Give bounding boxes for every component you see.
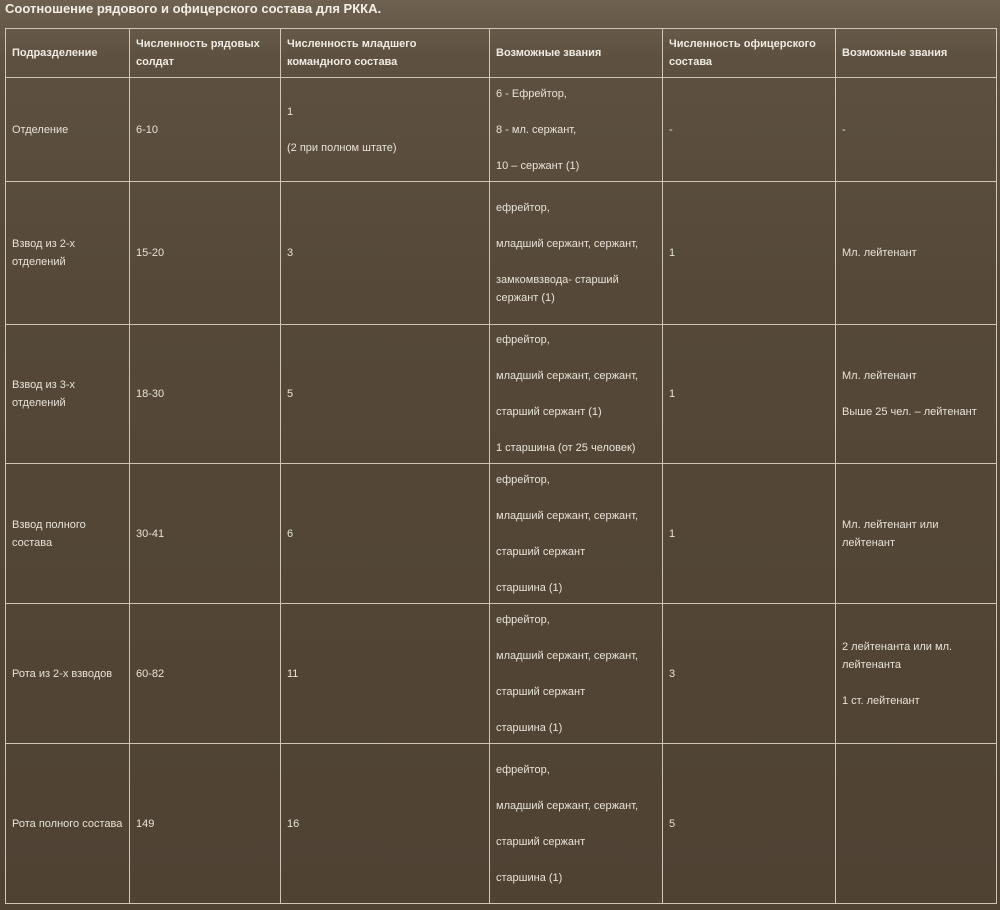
nco-ranks-cell-line: 1 старшина (от 25 человек) — [496, 442, 636, 454]
officers-cell: 1 — [663, 325, 836, 464]
table-row — [6, 78, 997, 182]
line-gap — [496, 701, 656, 719]
header-nco-ranks: Возможные звания — [490, 29, 663, 78]
nco-ranks-cell — [490, 744, 663, 904]
officer-ranks-cell-line: - — [842, 123, 846, 136]
nco-ranks-cell-line: ефрейтор, — [496, 334, 550, 346]
table-row — [6, 464, 997, 604]
officer-ranks-cell — [836, 604, 997, 744]
line-gap — [496, 103, 656, 121]
nco-ranks-cell-line: 8 - мл. сержант, — [496, 123, 577, 136]
officers-cell: 5 — [663, 744, 836, 904]
line-gap — [842, 385, 990, 403]
privates-cell: 15-20 — [130, 182, 281, 325]
nco-ranks-cell-line: 10 – сержант (1) — [496, 159, 580, 172]
page-title: Соотношение рядового и офицерского состава для РККА. — [5, 1, 382, 16]
officer-ranks-cell-line: 1 ст. лейтенант — [842, 694, 920, 707]
nco-ranks-cell-line: ефрейтор, — [496, 763, 550, 776]
nco-ranks-cell-line: 6 - Ефрейтор, — [496, 87, 567, 100]
line-gap — [287, 121, 483, 139]
line-gap — [496, 815, 656, 833]
nco-ranks-cell-line: старший сержант — [496, 835, 586, 848]
nco-ranks-cell-line: старший сержант — [496, 545, 586, 558]
line-gap — [496, 851, 656, 869]
line-gap — [496, 253, 656, 271]
nco-ranks-cell — [490, 78, 663, 182]
nco-count-cell-line: 1 — [287, 105, 294, 118]
nco-ranks-cell-line: младший сержант, сержант, — [496, 509, 639, 522]
nco-count-cell — [281, 182, 490, 325]
officers-cell: 3 — [663, 604, 836, 744]
header-privates: Численность рядовых солдат — [130, 29, 281, 78]
officer-ranks-cell-line: Выше 25 чел. – лейтенант — [842, 406, 977, 418]
nco-count-cell-line: 11 — [287, 667, 299, 680]
unit-cell: Рота полного состава — [6, 744, 130, 904]
unit-cell: Взвод полного состава — [6, 464, 130, 604]
unit-cell: Рота из 2-х взводов — [6, 604, 130, 744]
nco-count-cell — [281, 604, 490, 744]
line-gap — [496, 489, 656, 507]
line-gap — [496, 139, 656, 157]
line-gap — [496, 421, 656, 439]
nco-count-cell-line: (2 при полном штате) — [287, 141, 397, 154]
nco-ranks-cell-line: старший сержант — [496, 685, 586, 698]
officer-ranks-cell — [836, 78, 997, 182]
officer-ranks-cell-line: Мл. лейтенант — [842, 370, 917, 382]
table-row — [6, 325, 997, 464]
nco-ranks-cell-line: замкомвзвода- старший сержант (1) — [496, 274, 619, 304]
officer-ranks-cell — [836, 464, 997, 604]
nco-count-cell — [281, 744, 490, 904]
table-row — [6, 604, 997, 744]
officer-ranks-cell — [836, 325, 997, 464]
officer-ranks-cell — [836, 744, 997, 904]
nco-count-cell-line: 16 — [287, 817, 300, 830]
officer-ranks-cell-line: Мл. лейтенант или лейтенант — [842, 518, 939, 549]
nco-count-cell — [281, 78, 490, 182]
nco-count-cell — [281, 464, 490, 604]
nco-ranks-cell-line: старший сержант (1) — [496, 406, 602, 418]
nco-ranks-cell — [490, 464, 663, 604]
line-gap — [496, 525, 656, 543]
privates-cell: 6-10 — [130, 78, 281, 182]
nco-ranks-cell-line: старшина (1) — [496, 581, 563, 594]
privates-cell: 30-41 — [130, 464, 281, 604]
officers-cell: - — [663, 78, 836, 182]
header-officer-ranks: Возможные звания — [836, 29, 997, 78]
privates-cell: 149 — [130, 744, 281, 904]
nco-ranks-cell-line: ефрейтор, — [496, 613, 550, 626]
nco-ranks-cell-line: старшина (1) — [496, 871, 563, 884]
nco-ranks-cell-line: младший сержант, сержант, — [496, 238, 639, 250]
line-gap — [496, 385, 656, 403]
unit-cell: Взвод из 2-х отделений — [6, 182, 130, 325]
table-row — [6, 744, 997, 904]
line-gap — [496, 217, 656, 235]
header-nco-count: Численность младшего командного состава — [281, 29, 490, 78]
table-row — [6, 182, 997, 325]
officer-ranks-cell — [836, 182, 997, 325]
nco-ranks-cell-line: младший сержант, сержант, — [496, 799, 639, 812]
nco-count-cell-line: 3 — [287, 247, 294, 259]
nco-count-cell — [281, 325, 490, 464]
header-officers: Численность офицерского состава — [663, 29, 836, 78]
officers-cell: 1 — [663, 182, 836, 325]
officer-ranks-cell-line: 2 лейтенанта или мл. лейтенанта — [842, 640, 953, 671]
unit-cell: Отделение — [6, 78, 130, 182]
officers-cell: 1 — [663, 464, 836, 604]
table-header-row — [6, 29, 997, 78]
nco-ranks-cell-line: старшина (1) — [496, 721, 563, 734]
line-gap — [496, 561, 656, 579]
line-gap — [842, 674, 990, 692]
line-gap — [496, 665, 656, 683]
line-gap — [496, 779, 656, 797]
unit-cell: Взвод из 3-х отделений — [6, 325, 130, 464]
ranks-table — [5, 28, 997, 904]
nco-ranks-cell-line: ефрейтор, — [496, 473, 550, 486]
privates-cell: 60-82 — [130, 604, 281, 744]
nco-ranks-cell-line: ефрейтор, — [496, 202, 550, 214]
header-unit: Подразделение — [6, 29, 130, 78]
table-body — [6, 78, 997, 904]
nco-ranks-cell — [490, 325, 663, 464]
nco-count-cell-line: 6 — [287, 527, 294, 540]
line-gap — [496, 349, 656, 367]
line-gap — [496, 629, 656, 647]
nco-ranks-cell-line: младший сержант, сержант, — [496, 370, 639, 382]
nco-ranks-cell — [490, 604, 663, 744]
nco-count-cell-line: 5 — [287, 388, 294, 400]
privates-cell: 18-30 — [130, 325, 281, 464]
nco-ranks-cell-line: младший сержант, сержант, — [496, 649, 639, 662]
nco-ranks-cell — [490, 182, 663, 325]
officer-ranks-cell-line: Мл. лейтенант — [842, 247, 917, 259]
